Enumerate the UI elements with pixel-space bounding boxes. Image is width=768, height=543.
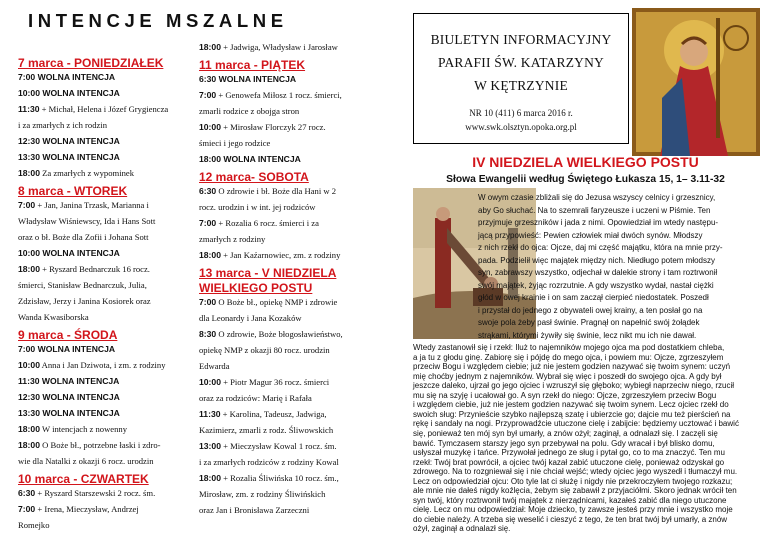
intention-text: Anna i Jan Dziwota, i zm. z rodziny bbox=[39, 360, 166, 370]
intention-text: O Boże bł., opiekę NMP i zdrowie bbox=[216, 297, 338, 307]
intention-line: śmieci i jego rodzice bbox=[199, 138, 271, 148]
intention-time: 18:00 bbox=[18, 168, 40, 178]
intention-time: 11:30 bbox=[18, 104, 40, 114]
intention-line: i za zmarłych z ich rodzin bbox=[18, 120, 107, 130]
intention-line bbox=[199, 90, 342, 100]
intention-time: 7:00 bbox=[199, 90, 217, 100]
intention-line bbox=[18, 104, 168, 114]
intention-line bbox=[199, 122, 326, 132]
day-heading: 13 marca - V NIEDZIELA bbox=[199, 266, 337, 280]
intention-text: O zdrowie i bł. Boże dla Hani w 2 bbox=[216, 186, 337, 196]
intention-time: 6:30 bbox=[199, 186, 217, 196]
intention-line: 13:30 WOLNA INTENCJA bbox=[18, 408, 120, 418]
intention-line bbox=[199, 329, 343, 339]
intention-line: śmierci, Stanisław Bednarczuk, Julia, bbox=[18, 280, 147, 290]
intention-time: 18:00 bbox=[18, 424, 40, 434]
day-heading: 10 marca - CZWARTEK bbox=[18, 472, 149, 486]
intention-time: 10:00 bbox=[18, 360, 40, 370]
day-heading: WIELKIEGO POSTU bbox=[199, 281, 313, 295]
intention-line: i za zmarłych rodziców z rodziny Kowal bbox=[199, 457, 339, 467]
gospel-line: aby Go słuchać. Na to szemrali faryzeusze i uczeni w Piśmie. Ten bbox=[478, 205, 711, 215]
gospel-line: syn twój, który roztrwonił twój majątek z nierządnicami, kazałeś zabić dla niego utuczone bbox=[413, 495, 727, 505]
intention-text: O Boże bł., potrzebne łaski i zdro- bbox=[39, 440, 161, 450]
bulletin-header-box bbox=[413, 13, 629, 144]
intention-text: + Jan, Janina Trzask, Marianna i bbox=[35, 200, 149, 210]
saint-catherine-icon bbox=[632, 8, 760, 156]
day-heading: 12 marca- SOBOTA bbox=[199, 170, 309, 184]
gospel-line: bawić. Tymczasem starszy jego syn przebywał na polu. Gdy wracał i był blisko domu, bbox=[413, 438, 715, 448]
intention-text: Za zmarłych z wypominek bbox=[39, 168, 135, 178]
gospel-line: rękę i sandały na nogi. Przyprowadźcie utuczone cielę i zabijcie: będziemy ucztować i bawić bbox=[413, 419, 739, 429]
intention-text: + Genowefa Miłosz 1 rocz. śmierci, bbox=[216, 90, 342, 100]
gospel-line: a ja tu z głodu ginę. Zabiorę się i pójdę do mego ojca, i powiem mu: Ojcze, zgrzeszyłem bbox=[413, 352, 724, 362]
intention-line: Kazimierz, zmarli z rodz. Śliwowskich bbox=[199, 425, 334, 435]
intention-text: + Jadwiga, Władysław i Jarosław bbox=[220, 42, 338, 52]
intention-text: + Karolina, Tadeusz, Jadwiga, bbox=[220, 409, 327, 419]
intention-line: 12:30 WOLNA INTENCJA bbox=[18, 392, 120, 402]
intention-time: 18:00 bbox=[199, 250, 221, 260]
day-heading: 11 marca - PIĄTEK bbox=[199, 58, 306, 72]
intention-line: oraz o bł. Boże dla Zofii i Johana Sott bbox=[18, 232, 149, 242]
intention-line: Edwarda bbox=[199, 361, 230, 371]
gospel-line: z nich rzekł do ojca: Ojcze, daj mi część majątku, która na mnie przy- bbox=[478, 243, 723, 252]
day-heading: 7 marca - PONIEDZIAŁEK bbox=[18, 56, 164, 70]
intention-time: 7:00 bbox=[199, 218, 217, 228]
intention-text: + Ryszard Starszewski 2 rocz. śm. bbox=[35, 488, 156, 498]
intention-line bbox=[199, 377, 329, 387]
intention-line: 10:00 WOLNA INTENCJA bbox=[18, 248, 120, 258]
intention-time: 18:00 bbox=[199, 473, 221, 483]
intention-line: 18:00 WOLNA INTENCJA bbox=[199, 154, 301, 164]
gospel-line: do ciebie należy. A trzeba się weselić i cieszyć z tego, że ten brat twój był umarły, a znów bbox=[413, 514, 728, 524]
intention-text: O zdrowie, Boże błogosławieństwo, bbox=[216, 329, 343, 339]
gospel-line: Lecz on odpowiedział ojcu: Oto tyle lat ci służę i nigdy nie przekroczyłem twojego rozkazu; bbox=[413, 476, 733, 486]
intention-line: Romejko bbox=[18, 520, 50, 530]
gospel-subheading: Słowa Ewangelii według Świętego Łukasza 15, 1– 3.11-32 bbox=[446, 174, 725, 185]
gospel-line: rzekł: Twój brat powrócił, a ojciec twój kazał zabić utuczone cielę, ponieważ odzyskał go bbox=[413, 457, 725, 467]
intention-line bbox=[199, 409, 327, 419]
gospel-line: ale mnie nie dałeś nigdy koźlęcia, żebym się zabawił z przyjaciółmi. Skoro jednak wrócił ten bbox=[413, 486, 737, 496]
gospel-line: W owym czasie zbliżali się do Jezusa wszyscy celnicy i grzesznicy, bbox=[478, 193, 716, 202]
intention-text: + Michał, Helena i Józef Grygiencza bbox=[39, 104, 169, 114]
intention-line bbox=[18, 168, 134, 178]
intention-text: + Ryszard Bednarczuk 16 rocz. bbox=[39, 264, 150, 274]
gospel-line: przeciw Bogu i względem ciebie; już nie jestem godzien nazywać się twoim synem: uczyń bbox=[413, 362, 731, 372]
bulletin-title-line-3: W KĘTRZYNIE bbox=[474, 78, 568, 93]
bulletin-url: www.swk.olsztyn.opoka.org.pl bbox=[465, 122, 577, 132]
intention-time: 8:30 bbox=[199, 329, 217, 339]
intention-text: + Jan Kaźarnowiec, zm. z rodziny bbox=[220, 250, 341, 260]
gospel-line: Wtedy zastanowił się i rzekł: Iluż to najemników mojego ojca ma pod dostatkiem chleba, bbox=[413, 343, 725, 352]
intention-line: dla Leonardy i Jana Kozaków bbox=[199, 313, 302, 323]
intention-line bbox=[18, 504, 139, 514]
bulletin-title-line-1: BIULETYN INFORMACYJNY bbox=[430, 32, 612, 47]
intention-line: 10:00 WOLNA INTENCJA bbox=[18, 88, 120, 98]
gospel-line: głód w owej krainie i on sam zaczął cierpieć niedostatek. Poszedł bbox=[478, 293, 709, 302]
intention-line bbox=[18, 200, 149, 210]
intention-line: 12:30 WOLNA INTENCJA bbox=[18, 136, 120, 146]
intention-time: 6:30 bbox=[18, 488, 36, 498]
intention-time: 13:00 bbox=[199, 441, 221, 451]
intention-line: oraz Jan i Bronisława Zarzeczni bbox=[199, 505, 310, 515]
intention-line: rocz. urodzin i w int. jej rodziców bbox=[199, 202, 316, 212]
masthead-title: INTENCJE MSZALNE bbox=[28, 10, 288, 31]
intention-line bbox=[199, 441, 337, 451]
gospel-line: przyjmuje grzeszników i jada z nimi. Opowiedział im wtedy następu- bbox=[478, 218, 719, 227]
intention-time: 18:00 bbox=[199, 42, 221, 52]
intention-time: 18:00 bbox=[18, 264, 40, 274]
gospel-line: i względem ciebie, już nie jestem godzien nazywać się twoim synem. Lecz ojciec rzekł do bbox=[413, 400, 729, 410]
intention-line: zmarli rodzice z obojga stron bbox=[199, 106, 300, 116]
intention-time: 7:00 bbox=[199, 297, 217, 307]
intention-line bbox=[18, 440, 161, 450]
intention-line bbox=[18, 488, 155, 498]
intention-line bbox=[199, 42, 338, 52]
bulletin-issue: NR 10 (411) 6 marca 2016 r. bbox=[469, 108, 573, 118]
intention-line: opiekę NMP z okazji 80 rocz. urodzin bbox=[199, 345, 330, 355]
intention-line: Zdzisław, Jerzy i Janina Kosiorek oraz bbox=[18, 296, 151, 306]
intention-text: + Piotr Magur 36 rocz. śmierci bbox=[220, 377, 330, 387]
intention-time: 10:00 bbox=[199, 377, 221, 387]
intention-line: Mirosław, zm. z rodziny Śliwińskich bbox=[199, 489, 326, 499]
intention-line bbox=[18, 360, 166, 370]
intention-time: 18:00 bbox=[18, 440, 40, 450]
intention-text: + Rozalia 6 rocz. śmierci i za bbox=[216, 218, 319, 228]
bulletin-title-line-2: PARAFII ŚW. KATARZYNY bbox=[437, 55, 605, 70]
gospel-line: syn, zabrawszy wszystko, odjechał w dalekie strony i tam roztrwonił bbox=[478, 268, 718, 277]
intention-line bbox=[199, 473, 339, 483]
intention-text: + Irena, Mieczysław, Andrzej bbox=[35, 504, 139, 514]
intention-time: 7:00 bbox=[18, 504, 36, 514]
gospel-line: jeszcze daleko, ujrzał go jego ojciec i wzruszył się głęboko; wybiegł naprzeciw niego, rzucił bbox=[413, 381, 735, 391]
gospel-line: strąkami, którymi żywiły się świnie, lecz nikt mu ich nie dawał. bbox=[478, 330, 697, 340]
intention-time: 11:30 bbox=[199, 409, 221, 419]
intention-line: wie dla Natalki z okazji 6 rocz. urodzin bbox=[18, 456, 154, 466]
intention-text: W intencjach z nowenny bbox=[39, 424, 128, 434]
intention-text: + Rozalia Śliwińska 10 rocz. śm., bbox=[220, 473, 339, 483]
intention-line: Wanda Kwasiborska bbox=[18, 312, 89, 322]
gospel-line: cielę. Lecz on mu odpowiedział: Moje dziecko, ty zawsze jesteś przy mnie i wszystko moje bbox=[413, 505, 733, 515]
intention-time: 10:00 bbox=[199, 122, 221, 132]
intention-line: 13:30 WOLNA INTENCJA bbox=[18, 152, 120, 162]
intention-text: + Mirosław Florczyk 27 rocz. bbox=[220, 122, 326, 132]
intention-line bbox=[199, 250, 340, 260]
gospel-line: ożył, zaginął a odnalazł się. bbox=[413, 524, 511, 534]
intention-line: oraz za rodziców: Marię i Rafała bbox=[199, 393, 312, 403]
day-heading: 9 marca - ŚRODA bbox=[18, 328, 118, 342]
gospel-heading: IV NIEDZIELA WIELKIEGO POSTU bbox=[472, 154, 699, 170]
intention-line bbox=[18, 264, 150, 274]
day-heading: 8 marca - WTOREK bbox=[18, 184, 128, 198]
intention-line: Władysław Wiśniewscy, Ida i Hans Sott bbox=[18, 216, 156, 226]
gospel-line: mu się na szyję i ucałował go. A syn rzekł do niego: Ojcze, zgrzeszyłem przeciw Bogu bbox=[413, 390, 717, 400]
intention-line: 7:00 WOLNA INTENCJA bbox=[18, 72, 116, 82]
gospel-line: swoich sług: Przynieście szybko najlepszą szatę i ubierzcie go; dajcie mu też pierścień na bbox=[413, 409, 731, 419]
gospel-line: usłyszał muzykę i tańce. Przywołał jednego ze sług i pytał go, co to ma znaczyć. Ten mu bbox=[413, 448, 725, 458]
gospel-line: swoje pola żeby pasł świnie. Pragnął on napełnić swój żołądek bbox=[478, 318, 700, 327]
intention-line: zmarłych z rodziny bbox=[199, 234, 266, 244]
intention-line: 6:30 WOLNA INTENCJA bbox=[199, 74, 297, 84]
gospel-line: mię choćby jednym z najemników. Wybrał się więc i poszedł do swojego ojca. A gdy był bbox=[413, 371, 722, 381]
intention-line bbox=[199, 218, 319, 228]
intention-line: 7:00 WOLNA INTENCJA bbox=[18, 344, 116, 354]
gospel-line: się, ponieważ ten mój syn był umarły, a znów ożył; zaginął, a odnalazł się. I zaczęli się bbox=[413, 428, 718, 438]
gospel-line: swój majątek, żyjąc rozrzutnie. A gdy wszystko wydał, nastał ciężki bbox=[478, 280, 714, 290]
intention-line bbox=[199, 297, 337, 307]
intention-line bbox=[199, 186, 336, 196]
intention-time: 7:00 bbox=[18, 200, 36, 210]
gospel-line: pada. Podzielił więc majątek między nich. Niedługo potem młodszy bbox=[478, 255, 715, 265]
intention-line bbox=[18, 424, 127, 434]
gospel-line: zdrowego. Na to rozgniewał się i nie chciał wejść; wtedy ojciec jego wyszedł i tłumaczył mu. bbox=[413, 467, 738, 477]
intention-text: + Mieczysław Kowal 1 rocz. śm. bbox=[220, 441, 337, 451]
gospel-line: jącą przypowieść: Pewien człowiek miał dwóch synów. Młodszy bbox=[478, 230, 703, 240]
gospel-line: i przystał do jednego z obywateli owej krainy, a ten posłał go na bbox=[478, 305, 703, 315]
intention-line: 11:30 WOLNA INTENCJA bbox=[18, 376, 120, 386]
